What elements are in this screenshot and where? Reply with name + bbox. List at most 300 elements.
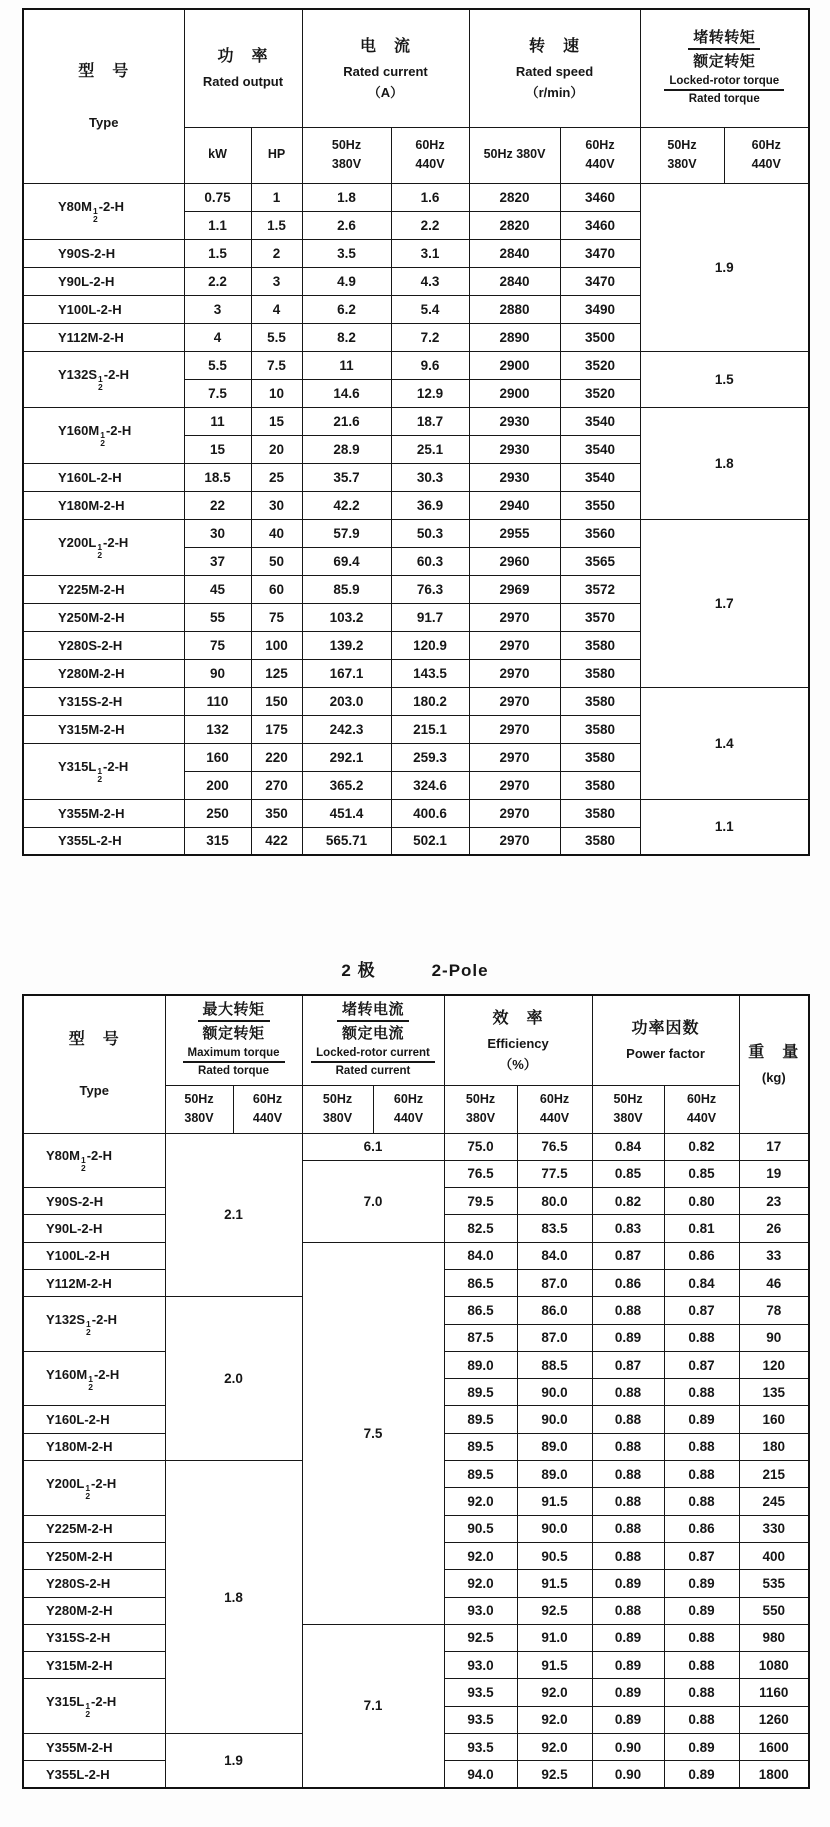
power-factor-50hz-cell: 0.89: [592, 1652, 664, 1679]
section-title-en: 2-Pole: [431, 961, 489, 980]
model-type-cell: Y90L-2-H: [23, 1215, 165, 1242]
weight-cell: 1800: [739, 1761, 809, 1788]
efficiency-60hz-cell: 84.0: [517, 1242, 592, 1269]
efficiency-50hz-cell: 86.5: [444, 1297, 517, 1324]
power-factor-60hz-cell: 0.87: [664, 1542, 739, 1569]
speed-50hz-cell: 2970: [469, 687, 560, 715]
model-type-cell: Y280M-2-H: [23, 1597, 165, 1624]
efficiency-60hz-cell: 86.0: [517, 1297, 592, 1324]
current-60hz-cell: 9.6: [391, 351, 469, 379]
speed-50hz-cell: 2840: [469, 239, 560, 267]
type-label-zh: 型 号: [78, 63, 130, 81]
hp-cell: 3: [251, 267, 302, 295]
weight-cell: 19: [739, 1160, 809, 1187]
subheader-hp: HP: [251, 127, 302, 183]
efficiency-50hz-cell: 93.5: [444, 1734, 517, 1761]
current-60hz-cell: 30.3: [391, 463, 469, 491]
speed-60hz-cell: 3580: [560, 715, 640, 743]
power-factor-60hz-cell: 0.85: [664, 1160, 739, 1187]
table2-header-power-factor: 功率因数 Power factor: [592, 995, 739, 1085]
speed-50hz-cell: 2970: [469, 799, 560, 827]
speed-60hz-cell: 3520: [560, 379, 640, 407]
model-size-variant-fraction: 1 2: [88, 1373, 93, 1392]
efficiency-50hz-cell: 92.0: [444, 1488, 517, 1515]
speed-50hz-cell: 2970: [469, 827, 560, 855]
power-factor-50hz-cell: 0.88: [592, 1433, 664, 1460]
power-factor-50hz-cell: 0.88: [592, 1542, 664, 1569]
hp-cell: 1.5: [251, 211, 302, 239]
power-factor-50hz-cell: 0.89: [592, 1706, 664, 1733]
efficiency-50hz-cell: 87.5: [444, 1324, 517, 1351]
efficiency-60hz-cell: 92.0: [517, 1679, 592, 1706]
current-50hz-cell: 85.9: [302, 575, 391, 603]
efficiency-50hz-cell: 93.0: [444, 1597, 517, 1624]
kw-cell: 30: [184, 519, 251, 547]
model-type-cell: Y180M-2-H: [23, 491, 184, 519]
kw-cell: 1.1: [184, 211, 251, 239]
current-60hz-cell: 60.3: [391, 547, 469, 575]
hp-cell: 25: [251, 463, 302, 491]
power-factor-60hz-cell: 0.87: [664, 1351, 739, 1378]
table2-header-max-torque-ratio: 最大转矩 额定转矩 Maximum torque Rated torque: [165, 995, 302, 1085]
model-type-cell: Y280S-2-H: [23, 631, 184, 659]
current-60hz-cell: 143.5: [391, 659, 469, 687]
model-type-cell: Y90S-2-H: [23, 1188, 165, 1215]
table1-spec-row: [23, 351, 809, 379]
model-type-cell: Y160L-2-H: [23, 1406, 165, 1433]
speed-50hz-cell: 2955: [469, 519, 560, 547]
model-type-cell: Y160M 1 2 -2-H: [23, 407, 184, 463]
table1-header-torque-ratio: 堵转转矩 额定转矩 Locked-rotor torque Rated torque: [640, 9, 809, 127]
efficiency-50hz-cell: 92.0: [444, 1542, 517, 1569]
efficiency-60hz-cell: 92.0: [517, 1734, 592, 1761]
current-60hz-cell: 12.9: [391, 379, 469, 407]
kw-cell: 22: [184, 491, 251, 519]
model-size-variant-fraction: 1 2: [97, 541, 103, 560]
speed-60hz-cell: 3580: [560, 743, 640, 771]
subheader-maxtq-50hz: 50Hz 380V: [165, 1085, 233, 1133]
efficiency-50hz-cell: 89.5: [444, 1433, 517, 1460]
weight-cell: 245: [739, 1488, 809, 1515]
model-size-variant-fraction: 1 2: [92, 205, 98, 224]
current-50hz-cell: 11: [302, 351, 391, 379]
model-type-cell: Y100L-2-H: [23, 1242, 165, 1269]
speed-50hz-cell: 2900: [469, 379, 560, 407]
current-60hz-cell: 502.1: [391, 827, 469, 855]
efficiency-50hz-cell: 76.5: [444, 1160, 517, 1187]
speed-50hz-cell: 2930: [469, 407, 560, 435]
efficiency-60hz-cell: 91.5: [517, 1570, 592, 1597]
efficiency-60hz-cell: 92.5: [517, 1597, 592, 1624]
power-factor-60hz-cell: 0.88: [664, 1488, 739, 1515]
locked-current-ratio-cell: 7.1: [302, 1624, 444, 1788]
power-factor-50hz-cell: 0.88: [592, 1488, 664, 1515]
table2-spec-row: [23, 1133, 809, 1160]
hp-cell: 15: [251, 407, 302, 435]
weight-cell: 980: [739, 1624, 809, 1651]
speed-50hz-cell: 2930: [469, 463, 560, 491]
power-factor-60hz-cell: 0.86: [664, 1242, 739, 1269]
power-factor-60hz-cell: 0.88: [664, 1379, 739, 1406]
table1-header-current: 电 流 Rated current （A）: [302, 9, 469, 127]
current-60hz-cell: 259.3: [391, 743, 469, 771]
kw-cell: 2.2: [184, 267, 251, 295]
power-factor-50hz-cell: 0.82: [592, 1188, 664, 1215]
table1-spec-row: [23, 687, 809, 715]
power-factor-60hz-cell: 0.87: [664, 1297, 739, 1324]
efficiency-50hz-cell: 89.5: [444, 1461, 517, 1488]
current-50hz-cell: 6.2: [302, 295, 391, 323]
weight-cell: 330: [739, 1515, 809, 1542]
current-50hz-cell: 167.1: [302, 659, 391, 687]
efficiency-60hz-cell: 87.0: [517, 1324, 592, 1351]
hp-cell: 10: [251, 379, 302, 407]
power-factor-50hz-cell: 0.86: [592, 1269, 664, 1296]
efficiency-50hz-cell: 92.5: [444, 1624, 517, 1651]
current-60hz-cell: 2.2: [391, 211, 469, 239]
kw-cell: 90: [184, 659, 251, 687]
model-type-cell: Y132S 1 2 -2-H: [23, 1297, 165, 1352]
subheader-lockcur-60hz: 60Hz 440V: [373, 1085, 444, 1133]
efficiency-60hz-cell: 90.5: [517, 1542, 592, 1569]
model-size-variant-fraction: 1 2: [100, 429, 105, 448]
table-2pole-ratings: [22, 8, 810, 856]
model-type-cell: Y355M-2-H: [23, 1734, 165, 1761]
model-type-cell: Y80M 1 2 -2-H: [23, 183, 184, 239]
model-type-cell: Y200L 1 2 -2-H: [23, 1461, 165, 1516]
speed-50hz-cell: 2820: [469, 211, 560, 239]
current-60hz-cell: 76.3: [391, 575, 469, 603]
current-60hz-cell: 3.1: [391, 239, 469, 267]
weight-cell: 1260: [739, 1706, 809, 1733]
speed-60hz-cell: 3550: [560, 491, 640, 519]
hp-cell: 60: [251, 575, 302, 603]
hp-cell: 220: [251, 743, 302, 771]
power-factor-60hz-cell: 0.89: [664, 1597, 739, 1624]
power-factor-60hz-cell: 0.88: [664, 1433, 739, 1460]
table2-header-type: 型 号 Type: [23, 995, 165, 1133]
speed-60hz-cell: 3540: [560, 435, 640, 463]
model-type-cell: Y132S 1 2 -2-H: [23, 351, 184, 407]
current-60hz-cell: 5.4: [391, 295, 469, 323]
model-type-cell: Y180M-2-H: [23, 1433, 165, 1460]
weight-cell: 180: [739, 1433, 809, 1460]
speed-50hz-cell: 2890: [469, 323, 560, 351]
efficiency-50hz-cell: 84.0: [444, 1242, 517, 1269]
table2-header-locked-current-ratio: 堵转电流 额定电流 Locked-rotor current Rated current: [302, 995, 444, 1085]
weight-cell: 23: [739, 1188, 809, 1215]
power-factor-50hz-cell: 0.89: [592, 1624, 664, 1651]
model-type-cell: Y315M-2-H: [23, 1652, 165, 1679]
speed-50hz-cell: 2970: [469, 631, 560, 659]
power-factor-60hz-cell: 0.89: [664, 1570, 739, 1597]
current-60hz-cell: 25.1: [391, 435, 469, 463]
current-60hz-cell: 120.9: [391, 631, 469, 659]
speed-60hz-cell: 3560: [560, 519, 640, 547]
current-50hz-cell: 451.4: [302, 799, 391, 827]
model-size-variant-fraction: 1 2: [85, 1701, 91, 1720]
hp-cell: 125: [251, 659, 302, 687]
model-type-cell: Y112M-2-H: [23, 1269, 165, 1296]
table1-spec-row: [23, 407, 809, 435]
power-factor-50hz-cell: 0.84: [592, 1133, 664, 1160]
hp-cell: 4: [251, 295, 302, 323]
efficiency-50hz-cell: 92.0: [444, 1570, 517, 1597]
model-type-cell: Y355L-2-H: [23, 1761, 165, 1788]
hp-cell: 7.5: [251, 351, 302, 379]
power-factor-60hz-cell: 0.88: [664, 1652, 739, 1679]
power-factor-60hz-cell: 0.88: [664, 1324, 739, 1351]
model-type-cell: Y112M-2-H: [23, 323, 184, 351]
kw-cell: 11: [184, 407, 251, 435]
model-type-cell: Y280S-2-H: [23, 1570, 165, 1597]
model-type-cell: Y90S-2-H: [23, 239, 184, 267]
speed-50hz-cell: 2940: [469, 491, 560, 519]
efficiency-50hz-cell: 79.5: [444, 1188, 517, 1215]
model-type-cell: Y225M-2-H: [23, 575, 184, 603]
speed-50hz-cell: 2880: [469, 295, 560, 323]
kw-cell: 250: [184, 799, 251, 827]
speed-50hz-cell: 2970: [469, 743, 560, 771]
subheader-torque-60hz: 60Hz 440V: [724, 127, 809, 183]
speed-60hz-cell: 3460: [560, 211, 640, 239]
current-60hz-cell: 7.2: [391, 323, 469, 351]
power-factor-60hz-cell: 0.88: [664, 1706, 739, 1733]
subheader-current-60hz: 60Hz 440V: [391, 127, 469, 183]
weight-cell: 1600: [739, 1734, 809, 1761]
kw-cell: 200: [184, 771, 251, 799]
model-type-cell: Y250M-2-H: [23, 603, 184, 631]
weight-cell: 160: [739, 1406, 809, 1433]
efficiency-60hz-cell: 90.0: [517, 1406, 592, 1433]
efficiency-60hz-cell: 88.5: [517, 1351, 592, 1378]
model-size-variant-fraction: 1 2: [85, 1482, 91, 1501]
speed-60hz-cell: 3570: [560, 603, 640, 631]
current-50hz-cell: 21.6: [302, 407, 391, 435]
weight-cell: 135: [739, 1379, 809, 1406]
weight-cell: 26: [739, 1215, 809, 1242]
efficiency-60hz-cell: 83.5: [517, 1215, 592, 1242]
locked-rotor-torque-ratio-cell: 1.8: [640, 407, 809, 519]
table1-spec-row: [23, 799, 809, 827]
kw-cell: 15: [184, 435, 251, 463]
efficiency-60hz-cell: 91.5: [517, 1488, 592, 1515]
power-factor-60hz-cell: 0.88: [664, 1461, 739, 1488]
speed-50hz-cell: 2960: [469, 547, 560, 575]
table1-header-type: [23, 9, 184, 183]
speed-60hz-cell: 3580: [560, 631, 640, 659]
section-title: [22, 958, 808, 984]
power-factor-60hz-cell: 0.84: [664, 1269, 739, 1296]
speed-60hz-cell: 3540: [560, 463, 640, 491]
table2-header-efficiency: 效 率 Efficiency （%）: [444, 995, 592, 1085]
power-factor-50hz-cell: 0.88: [592, 1461, 664, 1488]
power-factor-50hz-cell: 0.88: [592, 1597, 664, 1624]
table2-spec-row: [23, 1242, 809, 1269]
table1-header-power: 功 率 Rated output: [184, 9, 302, 127]
max-torque-ratio-cell: 2.1: [165, 1133, 302, 1297]
weight-cell: 400: [739, 1542, 809, 1569]
table-2pole-performance: [22, 994, 810, 1789]
power-factor-50hz-cell: 0.88: [592, 1406, 664, 1433]
efficiency-50hz-cell: 82.5: [444, 1215, 517, 1242]
speed-60hz-cell: 3470: [560, 267, 640, 295]
model-type-cell: Y315L 1 2 -2-H: [23, 1679, 165, 1734]
efficiency-60hz-cell: 90.0: [517, 1515, 592, 1542]
max-torque-ratio-cell: 1.9: [165, 1734, 302, 1789]
power-factor-50hz-cell: 0.89: [592, 1324, 664, 1351]
model-type-cell: Y355M-2-H: [23, 799, 184, 827]
model-type-cell: Y200L 1 2 -2-H: [23, 519, 184, 575]
speed-60hz-cell: 3572: [560, 575, 640, 603]
current-50hz-cell: 292.1: [302, 743, 391, 771]
model-type-cell: Y315L 1 2 -2-H: [23, 743, 184, 799]
hp-cell: 30: [251, 491, 302, 519]
current-50hz-cell: 28.9: [302, 435, 391, 463]
speed-60hz-cell: 3490: [560, 295, 640, 323]
efficiency-60hz-cell: 90.0: [517, 1379, 592, 1406]
hp-cell: 270: [251, 771, 302, 799]
kw-cell: 55: [184, 603, 251, 631]
hp-cell: 422: [251, 827, 302, 855]
current-50hz-cell: 242.3: [302, 715, 391, 743]
efficiency-60hz-cell: 76.5: [517, 1133, 592, 1160]
speed-60hz-cell: 3460: [560, 183, 640, 211]
efficiency-50hz-cell: 93.0: [444, 1652, 517, 1679]
current-50hz-cell: 14.6: [302, 379, 391, 407]
kw-cell: 37: [184, 547, 251, 575]
subheader-speed-50hz: 50Hz 380V: [469, 127, 560, 183]
hp-cell: 50: [251, 547, 302, 575]
model-type-cell: Y250M-2-H: [23, 1542, 165, 1569]
table1-spec-row: [23, 183, 809, 211]
weight-cell: 550: [739, 1597, 809, 1624]
current-50hz-cell: 57.9: [302, 519, 391, 547]
current-60hz-cell: 18.7: [391, 407, 469, 435]
subheader-current-50hz: 50Hz 380V: [302, 127, 391, 183]
efficiency-50hz-cell: 93.5: [444, 1706, 517, 1733]
power-factor-60hz-cell: 0.81: [664, 1215, 739, 1242]
table1-spec-row: [23, 519, 809, 547]
weight-cell: 90: [739, 1324, 809, 1351]
hp-cell: 350: [251, 799, 302, 827]
subheader-speed-60hz: 60Hz 440V: [560, 127, 640, 183]
kw-cell: 7.5: [184, 379, 251, 407]
speed-50hz-cell: 2970: [469, 715, 560, 743]
locked-rotor-torque-ratio-cell: 1.4: [640, 687, 809, 799]
speed-60hz-cell: 3520: [560, 351, 640, 379]
kw-cell: 1.5: [184, 239, 251, 267]
kw-cell: 315: [184, 827, 251, 855]
hp-cell: 40: [251, 519, 302, 547]
kw-cell: 45: [184, 575, 251, 603]
kw-cell: 5.5: [184, 351, 251, 379]
current-60hz-cell: 50.3: [391, 519, 469, 547]
efficiency-50hz-cell: 93.5: [444, 1679, 517, 1706]
subheader-maxtq-60hz: 60Hz 440V: [233, 1085, 302, 1133]
weight-cell: 46: [739, 1269, 809, 1296]
power-factor-60hz-cell: 0.88: [664, 1679, 739, 1706]
efficiency-60hz-cell: 77.5: [517, 1160, 592, 1187]
model-size-variant-fraction: 1 2: [97, 765, 103, 784]
current-50hz-cell: 69.4: [302, 547, 391, 575]
speed-50hz-cell: 2970: [469, 659, 560, 687]
model-type-cell: Y315S-2-H: [23, 687, 184, 715]
weight-cell: 120: [739, 1351, 809, 1378]
efficiency-60hz-cell: 89.0: [517, 1433, 592, 1460]
table2-spec-row: [23, 1624, 809, 1651]
efficiency-60hz-cell: 87.0: [517, 1269, 592, 1296]
power-factor-60hz-cell: 0.80: [664, 1188, 739, 1215]
speed-50hz-cell: 2900: [469, 351, 560, 379]
current-60hz-cell: 1.6: [391, 183, 469, 211]
subheader-lockcur-50hz: 50Hz 380V: [302, 1085, 373, 1133]
current-50hz-cell: 35.7: [302, 463, 391, 491]
power-factor-50hz-cell: 0.88: [592, 1379, 664, 1406]
speed-60hz-cell: 3580: [560, 687, 640, 715]
weight-cell: 78: [739, 1297, 809, 1324]
model-type-cell: Y100L-2-H: [23, 295, 184, 323]
weight-cell: 1160: [739, 1679, 809, 1706]
model-size-variant-fraction: 1 2: [98, 373, 103, 392]
subheader-eff-50hz: 50Hz 380V: [444, 1085, 517, 1133]
hp-cell: 75: [251, 603, 302, 631]
kw-cell: 3: [184, 295, 251, 323]
hp-cell: 2: [251, 239, 302, 267]
current-50hz-cell: 42.2: [302, 491, 391, 519]
efficiency-50hz-cell: 89.5: [444, 1406, 517, 1433]
kw-cell: 132: [184, 715, 251, 743]
model-type-cell: Y160M 1 2 -2-H: [23, 1351, 165, 1406]
speed-50hz-cell: 2969: [469, 575, 560, 603]
model-type-cell: Y80M 1 2 -2-H: [23, 1133, 165, 1188]
current-60hz-cell: 91.7: [391, 603, 469, 631]
hp-cell: 175: [251, 715, 302, 743]
current-50hz-cell: 139.2: [302, 631, 391, 659]
kw-cell: 0.75: [184, 183, 251, 211]
weight-cell: 215: [739, 1461, 809, 1488]
current-60hz-cell: 400.6: [391, 799, 469, 827]
speed-50hz-cell: 2820: [469, 183, 560, 211]
current-60hz-cell: 324.6: [391, 771, 469, 799]
power-factor-50hz-cell: 0.87: [592, 1351, 664, 1378]
speed-50hz-cell: 2970: [469, 771, 560, 799]
current-50hz-cell: 2.6: [302, 211, 391, 239]
current-50hz-cell: 203.0: [302, 687, 391, 715]
speed-60hz-cell: 3580: [560, 799, 640, 827]
efficiency-50hz-cell: 75.0: [444, 1133, 517, 1160]
section-title-zh: 2 极: [341, 961, 376, 980]
speed-60hz-cell: 3540: [560, 407, 640, 435]
locked-current-ratio-cell: 6.1: [302, 1133, 444, 1160]
kw-cell: 18.5: [184, 463, 251, 491]
speed-60hz-cell: 3470: [560, 239, 640, 267]
efficiency-50hz-cell: 89.0: [444, 1351, 517, 1378]
subheader-pf-50hz: 50Hz 380V: [592, 1085, 664, 1133]
subheader-pf-60hz: 60Hz 440V: [664, 1085, 739, 1133]
table1-header-speed: 转 速 Rated speed （r/min）: [469, 9, 640, 127]
model-type-cell: Y90L-2-H: [23, 267, 184, 295]
power-factor-50hz-cell: 0.90: [592, 1761, 664, 1788]
max-torque-ratio-cell: 1.8: [165, 1461, 302, 1734]
speed-60hz-cell: 3580: [560, 827, 640, 855]
current-60hz-cell: 215.1: [391, 715, 469, 743]
current-60hz-cell: 36.9: [391, 491, 469, 519]
efficiency-60hz-cell: 91.5: [517, 1652, 592, 1679]
power-factor-60hz-cell: 0.89: [664, 1761, 739, 1788]
subheader-kw: kW: [184, 127, 251, 183]
kw-cell: 4: [184, 323, 251, 351]
